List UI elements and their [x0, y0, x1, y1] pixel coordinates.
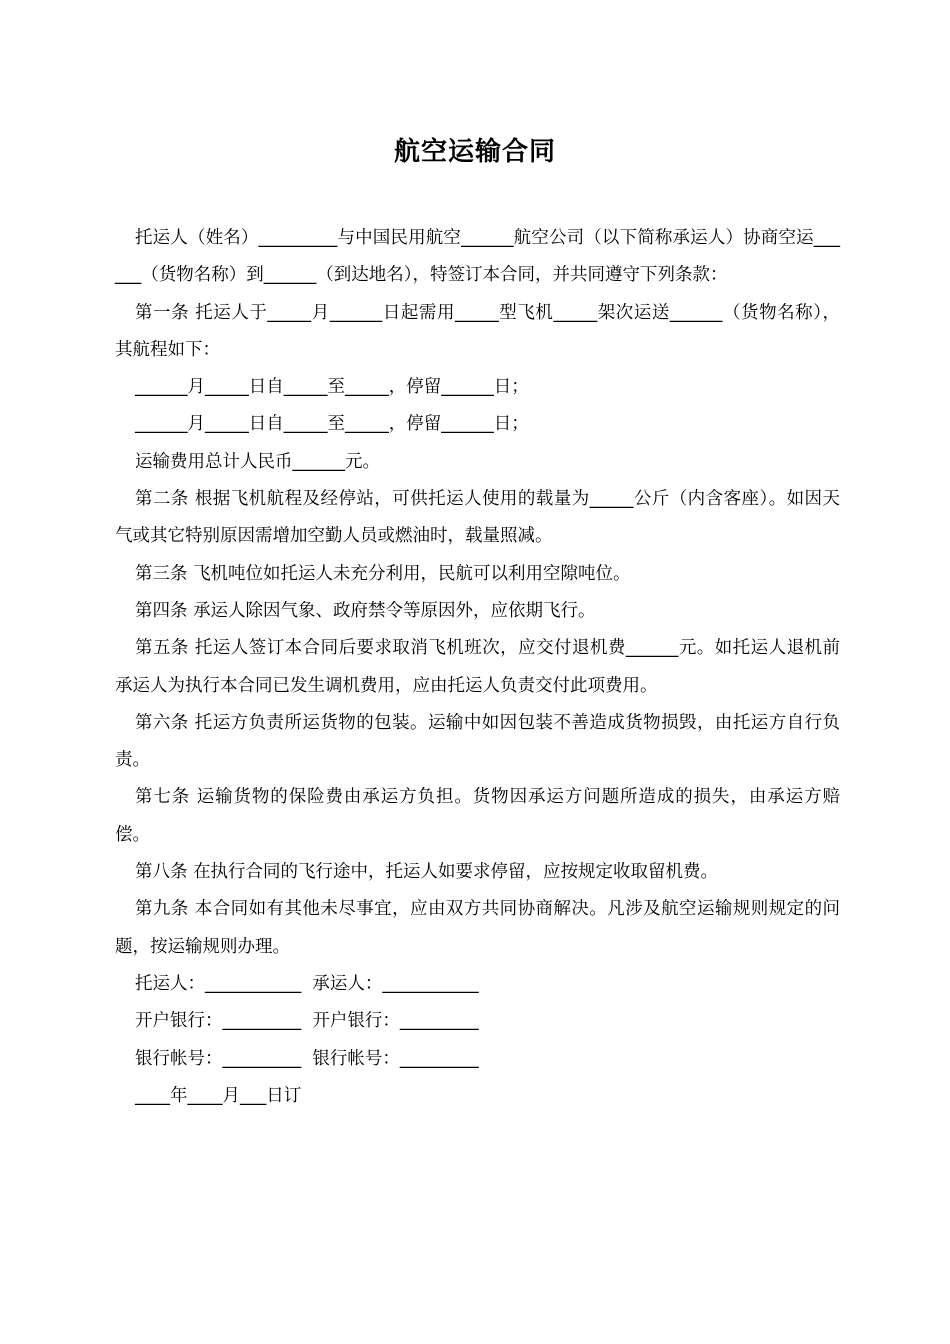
article-8: 第八条 在执行合同的飞行途中，托运人如要求停留，应按规定收取留机费。	[135, 862, 719, 883]
date-line: ____年____月___日订	[135, 1085, 302, 1106]
document-title: 航空运输合同	[393, 137, 556, 167]
article-4: 第四条 承运人除因气象、政府禁令等原因外，应依期飞行。	[135, 600, 596, 621]
signature-parties-line: 托运人：___________ 承运人：___________	[135, 973, 479, 994]
intro-paragraph: 托运人（姓名）_________与中国民用航空______航空公司（以下简称承运人）协商空运______（货物名称）到______（到达地名），特签订本合同，并共同遵守下列条款：	[115, 228, 840, 286]
article-6: 第六条 托运方负责所运货物的包装。运输中如因包装不善造成货物损毁，由托运方自行负责。	[115, 712, 840, 771]
article-7: 第七条 运输货物的保险费由承运方负担。货物因承运方问题所造成的损失，由承运方赔偿。	[115, 787, 840, 845]
route-line-2: ______月_____日自_____至_____，停留______日；	[135, 414, 529, 435]
contract-body	[115, 220, 840, 1115]
article-5: 第五条 托运人签订本合同后要求取消飞机班次，应交付退机费______元。如托运人退机前承运人为执行本合同已发生调机费用，应由托运人负责交付此项费用。	[115, 638, 840, 696]
article-1: 第一条 托运人于_____月______日起需用_____型飞机_____架次运送______（货物名称），其航程如下：	[115, 302, 840, 360]
fee-total-line: 运输费用总计人民币______元。	[135, 451, 380, 472]
article-2: 第二条 根据飞机航程及经停站，可供托运人使用的载量为_____公斤（内含客座）。如因天气或其它特别原因需增加空勤人员或燃油时，载量照减。	[115, 489, 840, 547]
signature-banks-line: 开户银行：_________ 开户银行：_________	[135, 1011, 479, 1032]
article-3: 第三条 飞机吨位如托运人未充分利用，民航可以利用空隙吨位。	[135, 563, 631, 584]
article-9: 第九条 本合同如有其他未尽事宜，应由双方共同协商解决。凡涉及航空运输规则规定的问题，按运输规则办理。	[115, 899, 840, 957]
route-line-1: ______月_____日自_____至_____，停留______日；	[135, 377, 529, 398]
signature-accounts-line: 银行帐号：_________ 银行帐号：_________	[135, 1048, 479, 1069]
